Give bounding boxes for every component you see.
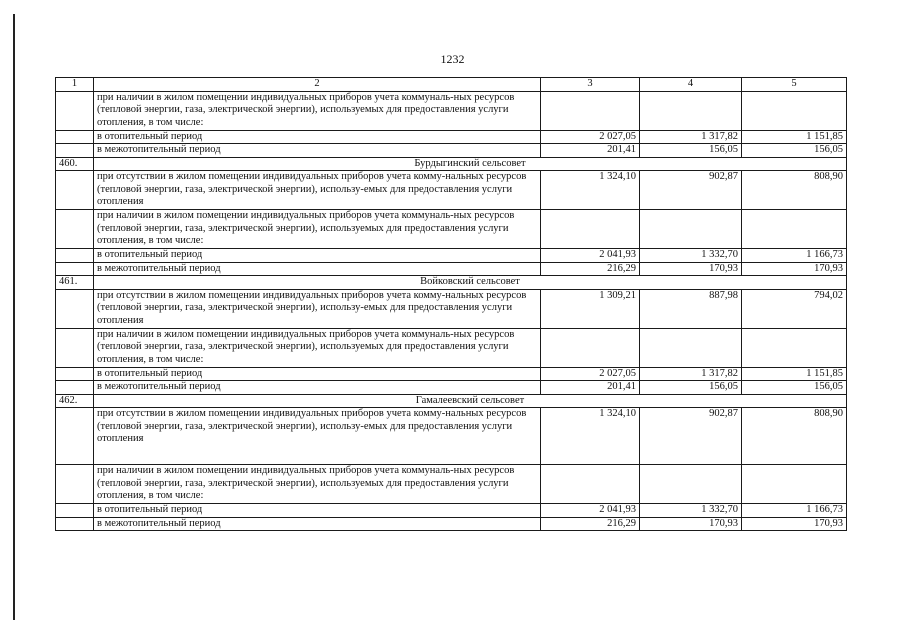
- value-col-5: 156,05: [742, 144, 847, 158]
- value-col-3: 1 324,10: [541, 171, 640, 210]
- column-header-4: 4: [640, 78, 742, 92]
- rates-table-body: [56, 78, 847, 531]
- value-col-4: 1 332,70: [640, 249, 742, 263]
- value-col-3: 2 041,93: [541, 504, 640, 518]
- section-number: 461.: [56, 276, 94, 290]
- row-description: в отопительный период: [94, 249, 541, 263]
- row-number: [56, 367, 94, 381]
- row-number: [56, 210, 94, 249]
- value-col-5: 808,90: [742, 171, 847, 210]
- period-row: [56, 262, 847, 276]
- value-col-3: [541, 465, 640, 504]
- row-description: при наличии в жилом помещении индивидуальных приборов учета коммуналь-ных ресурсов (тепловой энергии, газа, электрической энергии), используемых для предоставления услуги отопления, в том числе:: [94, 210, 541, 249]
- row-number: [56, 144, 94, 158]
- value-col-4: 902,87: [640, 408, 742, 465]
- value-col-4: [640, 328, 742, 367]
- value-col-5: 1 166,73: [742, 249, 847, 263]
- value-col-4: 170,93: [640, 517, 742, 531]
- row-description: в межотопительный период: [94, 144, 541, 158]
- row-description: в межотопительный период: [94, 517, 541, 531]
- row-description: в отопительный период: [94, 367, 541, 381]
- value-col-4: 887,98: [640, 289, 742, 328]
- row-number: [56, 130, 94, 144]
- value-col-3: 1 309,21: [541, 289, 640, 328]
- value-col-3: 216,29: [541, 517, 640, 531]
- column-header-2: 2: [94, 78, 541, 92]
- row-description: в межотопительный период: [94, 381, 541, 395]
- description-row: [56, 408, 847, 465]
- row-number: [56, 249, 94, 263]
- row-description: в отопительный период: [94, 504, 541, 518]
- row-description: в межотопительный период: [94, 262, 541, 276]
- value-col-3: 1 324,10: [541, 408, 640, 465]
- page-number: 1232: [440, 52, 465, 66]
- value-col-4: 1 332,70: [640, 504, 742, 518]
- value-col-3: 2 041,93: [541, 249, 640, 263]
- row-number: [56, 381, 94, 395]
- value-col-5: [742, 465, 847, 504]
- value-col-4: [640, 465, 742, 504]
- scan-edge-line: [13, 14, 15, 620]
- value-col-4: 156,05: [640, 144, 742, 158]
- value-col-3: 2 027,05: [541, 130, 640, 144]
- period-row: [56, 249, 847, 263]
- section-title: Бурдыгинский сельсовет: [94, 157, 847, 171]
- value-col-5: 1 151,85: [742, 367, 847, 381]
- value-col-5: 1 166,73: [742, 504, 847, 518]
- row-description: при отсутствии в жилом помещении индивидуальных приборов учета комму-нальных ресурсов (тепловой энергии, газа, электрической энергии), использу-емых для предоставления услуги отопления: [94, 408, 541, 465]
- row-description: при отсутствии в жилом помещении индивидуальных приборов учета комму-нальных ресурсов (тепловой энергии, газа, электрической энергии), использу-емых для предоставления услуги отопления: [94, 171, 541, 210]
- row-description: в отопительный период: [94, 130, 541, 144]
- value-col-4: 1 317,82: [640, 367, 742, 381]
- value-col-5: 170,93: [742, 262, 847, 276]
- row-number: [56, 517, 94, 531]
- value-col-3: [541, 328, 640, 367]
- period-row: [56, 130, 847, 144]
- row-description: при наличии в жилом помещении индивидуальных приборов учета коммуналь-ных ресурсов (тепловой энергии, газа, электрической энергии), используемых для предоставления услуги отопления, в том числе:: [94, 328, 541, 367]
- value-col-4: 170,93: [640, 262, 742, 276]
- row-number: [56, 504, 94, 518]
- section-title: Гамалеевский сельсовет: [94, 394, 847, 408]
- value-col-4: 902,87: [640, 171, 742, 210]
- section-title: Войковский сельсовет: [94, 276, 847, 290]
- period-row: [56, 381, 847, 395]
- description-row: [56, 91, 847, 130]
- value-col-3: [541, 210, 640, 249]
- row-description: при отсутствии в жилом помещении индивидуальных приборов учета комму-нальных ресурсов (тепловой энергии, газа, электрической энергии), использу-емых для предоставления услуги отопления: [94, 289, 541, 328]
- row-number: [56, 262, 94, 276]
- value-col-4: 156,05: [640, 381, 742, 395]
- description-row: [56, 465, 847, 504]
- row-description: при наличии в жилом помещении индивидуальных приборов учета коммуналь-ных ресурсов (тепловой энергии, газа, электрической энергии), используемых для предоставления услуги отопления, в том числе:: [94, 465, 541, 504]
- section-row: [56, 394, 847, 408]
- description-row: [56, 328, 847, 367]
- row-number: [56, 171, 94, 210]
- period-row: [56, 144, 847, 158]
- value-col-4: 1 317,82: [640, 130, 742, 144]
- period-row: [56, 504, 847, 518]
- value-col-3: 2 027,05: [541, 367, 640, 381]
- value-col-5: [742, 91, 847, 130]
- section-number: 460.: [56, 157, 94, 171]
- description-row: [56, 210, 847, 249]
- value-col-3: 201,41: [541, 381, 640, 395]
- section-number: 462.: [56, 394, 94, 408]
- row-number: [56, 328, 94, 367]
- section-row: [56, 276, 847, 290]
- column-header-row: [56, 78, 847, 92]
- value-col-5: 794,02: [742, 289, 847, 328]
- period-row: [56, 517, 847, 531]
- section-row: [56, 157, 847, 171]
- value-col-4: [640, 91, 742, 130]
- row-number: [56, 408, 94, 465]
- column-header-3: 3: [541, 78, 640, 92]
- value-col-3: 216,29: [541, 262, 640, 276]
- value-col-5: 156,05: [742, 381, 847, 395]
- period-row: [56, 367, 847, 381]
- description-row: [56, 289, 847, 328]
- value-col-3: [541, 91, 640, 130]
- value-col-3: 201,41: [541, 144, 640, 158]
- column-header-5: 5: [742, 78, 847, 92]
- rates-table: [55, 77, 847, 531]
- row-description: при наличии в жилом помещении индивидуальных приборов учета коммуналь-ных ресурсов (тепловой энергии, газа, электрической энергии), используемых для предоставления услуги отопления, в том числе:: [94, 91, 541, 130]
- row-number: [56, 91, 94, 130]
- value-col-5: [742, 210, 847, 249]
- value-col-5: 808,90: [742, 408, 847, 465]
- value-col-5: 1 151,85: [742, 130, 847, 144]
- column-header-1: 1: [56, 78, 94, 92]
- value-col-5: 170,93: [742, 517, 847, 531]
- row-number: [56, 289, 94, 328]
- value-col-4: [640, 210, 742, 249]
- value-col-5: [742, 328, 847, 367]
- description-row: [56, 171, 847, 210]
- row-number: [56, 465, 94, 504]
